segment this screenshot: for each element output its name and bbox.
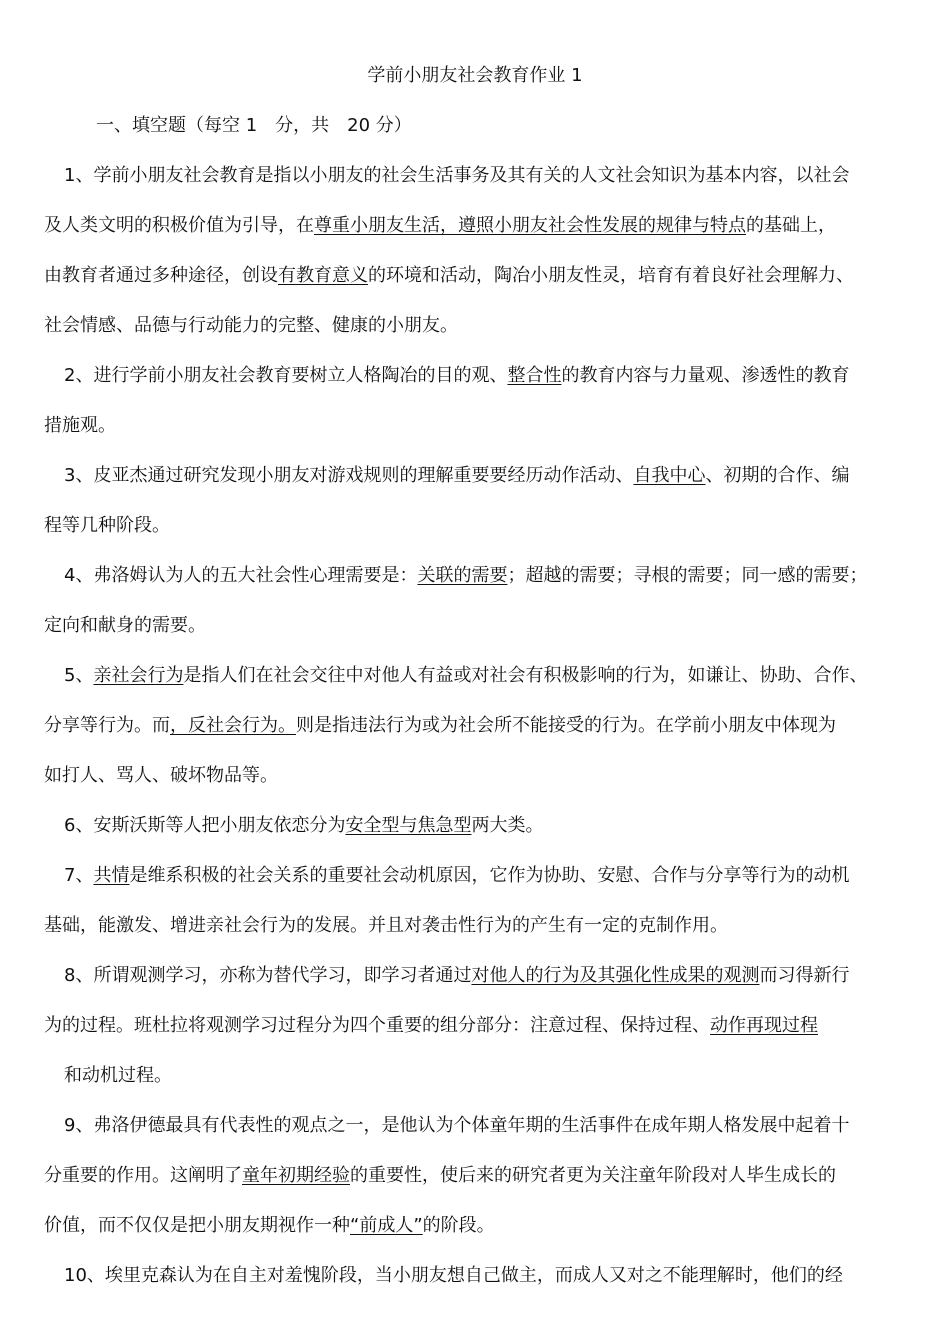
- answer-blank: ，反社会行为。: [170, 715, 296, 736]
- item-2-line-1: 2、进行学前小朋友社会教育要树立人格陶冶的目的观、整合性的教育内容与力量观、渗透性的教育: [64, 365, 850, 386]
- item-9-line-1: 9、弗洛伊德最具有代表性的观点之一，是他认为个体童年期的生活事件在成年期人格发展中起着十: [64, 1115, 850, 1136]
- item-5-line-1: 5、亲社会行为是指人们在社会交往中对他人有益或对社会有积极影响的行为，如谦让、协助、合作、: [64, 665, 868, 686]
- answer-blank: 对他人的行为及其强化性成果的观测: [471, 965, 760, 986]
- item-3-line-2: 程等几种阶段。: [44, 515, 170, 536]
- item-5-line-2: 分享等行为。而，反社会行为。则是指违法行为或为社会所不能接受的行为。在学前小朋友中体现为: [44, 715, 836, 736]
- answer-blank: 尊重小朋友生活，遵照小朋友社会性发展的规律与特点: [314, 215, 746, 236]
- answer-blank: 自我中心: [633, 465, 706, 486]
- item-1-line-3: 由教育者通过多种途径，创设有教育意义的环境和活动，陶冶小朋友性灵，培育有着良好社会理解力、: [44, 265, 854, 286]
- answer-blank: 动作再现过程: [710, 1015, 818, 1036]
- item-10-line-1: 10、埃里克森认为在自主对羞愧阶段，当小朋友想自己做主，而成人又对之不能理解时，他们的经: [64, 1265, 843, 1286]
- item-1-line-4: 社会情感、品德与行动能力的完整、健康的小朋友。: [44, 315, 458, 336]
- item-2-line-2: 措施观。: [44, 415, 116, 436]
- item-8-line-3: 和动机过程。: [64, 1065, 172, 1086]
- item-3-line-1: 3、皮亚杰通过研究发现小朋友对游戏规则的理解重要要经历动作活动、自我中心、初期的合作、编: [64, 465, 850, 486]
- item-7-line-2: 基础，能激发、增进亲社会行为的发展。并且对袭击性行为的产生有一定的克制作用。: [44, 915, 728, 936]
- item-9-line-2: 分重要的作用。这阐明了童年初期经验的重要性，使后来的研究者更为关注童年阶段对人毕生成长的: [44, 1165, 836, 1186]
- item-5-line-3: 如打人、骂人、破坏物品等。: [44, 765, 278, 786]
- answer-blank: 共情: [93, 865, 130, 886]
- item-1-line-2: 及人类文明的积极价值为引导，在尊重小朋友生活，遵照小朋友社会性发展的规律与特点的基础上，: [44, 215, 836, 236]
- item-4-line-1: 4、弗洛姆认为人的五大社会性心理需要是：关联的需要；超越的需要；寻根的需要；同一感的需要；: [64, 565, 868, 586]
- item-9-line-3: 价值，而不仅仅是把小朋友期视作一种“前成人”的阶段。: [44, 1215, 495, 1236]
- section-heading: 一、填空题（每空 1 分，共 20 分）: [96, 115, 412, 136]
- answer-blank: “前成人”: [350, 1215, 423, 1236]
- answer-blank: 关联的需要: [417, 565, 508, 586]
- item-4-line-2: 定向和献身的需要。: [44, 615, 206, 636]
- item-6-line-1: 6、安斯沃斯等人把小朋友依恋分为安全型与焦急型两大类。: [64, 815, 544, 836]
- item-8-line-1: 8、所谓观测学习，亦称为替代学习，即学习者通过对他人的行为及其强化性成果的观测而习得新行: [64, 965, 850, 986]
- answer-blank: 整合性: [507, 365, 562, 386]
- document-title: 学前小朋友社会教育作业 1: [367, 65, 583, 86]
- answer-blank: 有教育意义: [278, 265, 368, 286]
- item-7-line-1: 7、共情是维系积极的社会关系的重要社会动机原因，它作为协助、安慰、合作与分享等行为的动机: [64, 865, 850, 886]
- answer-blank: 童年初期经验: [242, 1165, 350, 1186]
- item-1-line-1: 1、学前小朋友社会教育是指以小朋友的社会生活事务及其有关的人文社会知识为基本内容，以社会: [64, 165, 850, 186]
- answer-blank: 安全型与焦急型: [345, 815, 472, 836]
- item-8-line-2: 为的过程。班杜拉将观测学习过程分为四个重要的组分部分：注意过程、保持过程、动作再现过程: [44, 1015, 818, 1036]
- answer-blank: 亲社会行为: [93, 665, 184, 686]
